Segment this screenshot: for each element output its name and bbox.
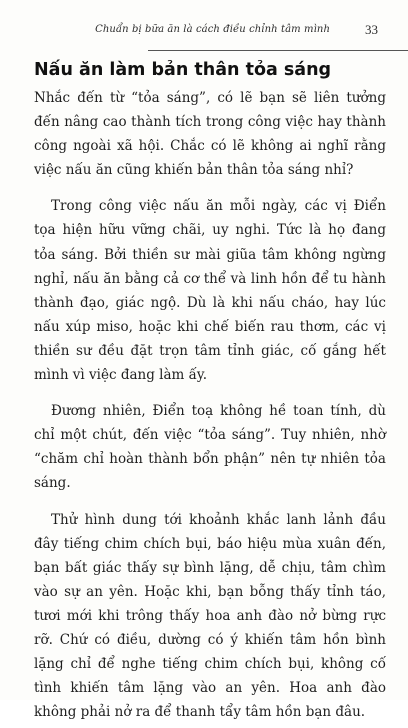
page-number: 33 xyxy=(365,22,378,37)
running-title: Chuẩn bị bữa ăn là cách điều chỉnh tâm mình xyxy=(95,24,330,35)
paragraph-4: Thử hình dung tới khoảnh khắc lanh lảnh đầu đây tiếng chim chích bụi, báo hiệu mùa xuân đến, bạn bất giác thấy sự bình lặng, dễ chịu, tâm chìm vào sự an yên. Hoặc khi, bạn bỗng thấy tỉnh táo, tươi mới khi trông thấy hoa anh đào nở bừng rực rỡ. Chứ có điều, dường có ý khiến tâm hồn bình lặng chỉ để nghe tiếng chim chích bụi, không cố tình khiến tâm lặng vào an yên. Hoa anh đào không phải nở ra để thanh tẩy tâm hồn bạn đâu. xyxy=(34,511,386,721)
paragraph-3: Đương nhiên, Điển toạ không hề toan tính, dù chỉ một chút, đến việc “tỏa sáng”. Tuy nhiên, nhờ “chăm chỉ hoàn thành bổn phận” nên tự nhiên tỏa sáng. xyxy=(34,403,386,492)
paragraph-2: Trong công việc nấu ăn mỗi ngày, các vị Điển tọa hiện hữu vững chãi, uy nghi. Tức là họ đang tỏa sáng. Bởi thiền sư mài giũa tâm không ngừng nghỉ, nấu ăn bằng cả cơ thể và linh hồn để tu hành thành đạo, giác ngộ. Dù là khi nấu cháo, hay lúc nấu xúp miso, hoặc khi chế biến rau thơm, các vị thiền sư đều đặt trọn tâm tỉnh giác, cố gắng hết mình vì việc đang làm ấy. xyxy=(34,198,386,384)
header-rule xyxy=(148,50,408,51)
running-header xyxy=(30,22,378,44)
section-title: Nấu ăn làm bản thân tỏa sáng xyxy=(34,60,332,80)
paragraph-1: Nhắc đến từ “tỏa sáng”, có lẽ bạn sẽ liên tưởng đến nâng cao thành tích trong công việc hay thành công ngoài xã hội. Chắc có lẽ không ai nghĩ rằng việc nấu ăn cũng khiến bản thân tỏa sáng nhỉ? xyxy=(34,90,386,179)
body-text xyxy=(34,86,386,728)
